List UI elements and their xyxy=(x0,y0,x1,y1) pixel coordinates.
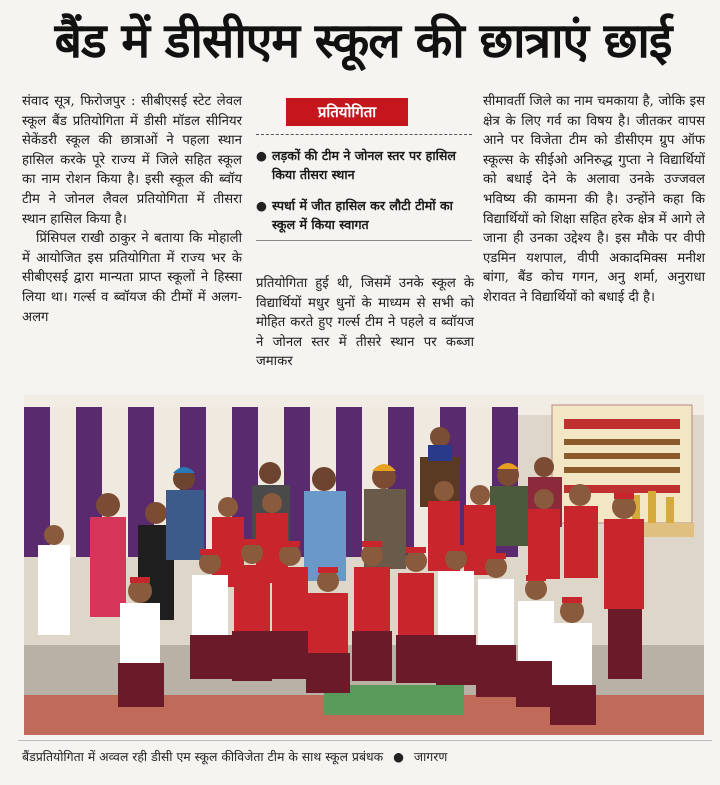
paragraph: संवाद सूत्र, फिरोजपुर : सीबीएसई स्टेट लेवल स्कूल बैंड प्रतियोगिता में डीसी मॉडल सीनियर सेकेंडरी स्कूल की छात्राओं ने पहला स्थान हासिल करके पूरे राज्य में जिले सहित स्कूल का नाम रोशन किया है। इसी स्कूल की ब्वॉय टीम ने जोनल लैवल प्रतियोगिता में तीसरा स्थान हासिल किया है। xyxy=(22,94,242,227)
bullet-icon: ● xyxy=(256,148,267,163)
bullet-icon: ● xyxy=(393,749,404,764)
paragraph: प्रिंसिपल राखी ठाकुर ने बताया कि मोहाली में आयोजित इस प्रतियोगिता में राज्य भर के सीबीएसई द्वारा मान्यता प्राप्त स्कूलों ने हिस्सा लिया था। गर्ल्स व ब्वॉयज की टीमों में अलग-अलग xyxy=(22,231,242,325)
highlights-box xyxy=(256,94,472,242)
bullet-icon: ● xyxy=(256,198,267,213)
paragraph: सीमावर्ती जिले का नाम चमकाया है, जोकि इस क्षेत्र के लिए गर्व का विषय है। जीतकर वापस आने पर विजेता टीम को डीसीएम ग्रुप ऑफ स्कूल्स के सीईओ अनिरुद्ध गुप्ता ने विद्यार्थियों को बधाई देने के अलावा उनके उज्जवल भविष्य की कामना की है। उन्होंने कहा कि विद्यार्थियों को शिक्षा सहित हरेक क्षेत्र में आगे ले जाना ही उनका उद्देश्य है। इस मौके पर वीपी एडमिन यशपाल, वीपी अकादमिक्स मनीश बांगा, बैंड कोच गगन, अनु शर्मा, अनुराधा शेरावत ने विद्यार्थियों को बधाई दी है। xyxy=(483,94,705,305)
highlight-item xyxy=(256,196,472,234)
photo-caption xyxy=(22,745,712,769)
paragraph: प्रतियोगिता हुई थी, जिसमें उनके स्कूल के विद्यार्थियों मधुर धुनों के माध्यम से सभी को मोहित करते हुए गर्ल्स टीम ने पहले व ब्वॉयज ने जोनल स्तर में तीसरे स्थान पर कब्जा जमाकर xyxy=(256,276,474,370)
highlight-text: लड़कों की टीम ने जोनल स्तर पर हासिल किया तीसरा स्थान xyxy=(272,148,456,182)
caption-text: बैंडप्रतियोगिता में अव्वल रही डीसी एम स्कूल कीविजेता टीम के साथ स्कूल प्रबंधक xyxy=(22,749,384,764)
article-column-3 xyxy=(483,92,705,308)
group-photo xyxy=(24,395,704,735)
photo-credit: जागरण xyxy=(413,749,448,764)
section-label: प्रतियोगिता xyxy=(286,98,408,126)
group-photo-illustration xyxy=(24,395,704,735)
dashed-divider xyxy=(256,134,472,135)
article-column-1 xyxy=(22,92,242,327)
divider xyxy=(18,740,712,741)
highlight-text: स्पर्धा में जीत हासिल कर लौटी टीमों का स्कूल में किया स्वागत xyxy=(272,198,453,232)
divider xyxy=(256,240,472,241)
highlight-item xyxy=(256,146,472,184)
article-column-2 xyxy=(256,274,474,372)
headline: बैंड में डीसीएम स्कूल की छात्राएं छाई xyxy=(54,13,672,69)
